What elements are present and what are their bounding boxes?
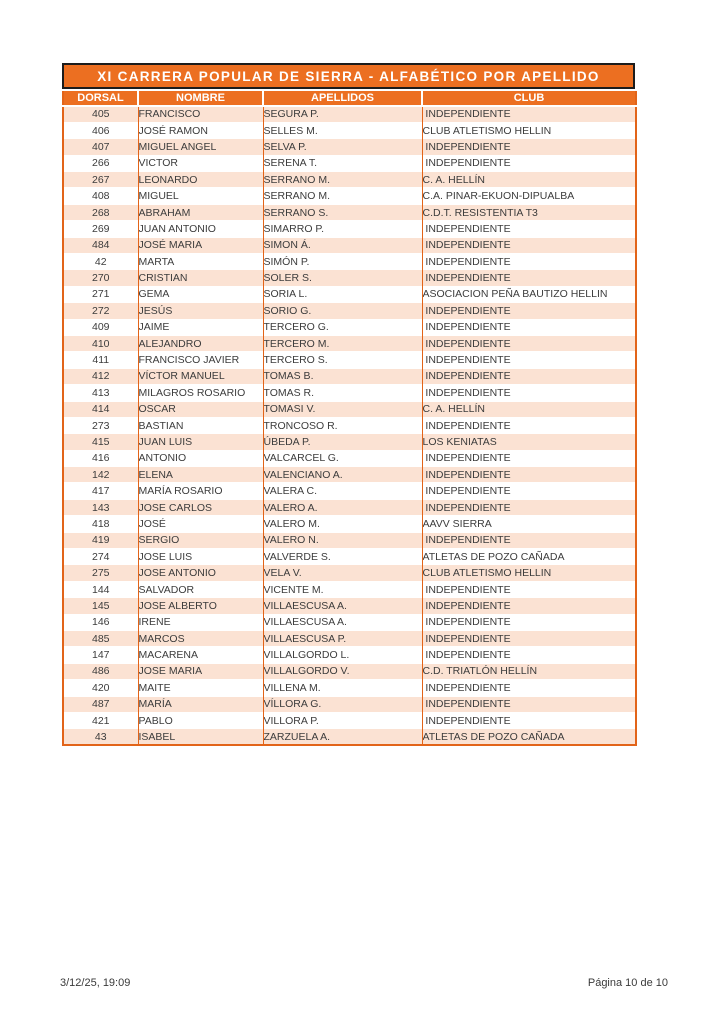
cell-nombre: VÍCTOR MANUEL bbox=[138, 368, 263, 384]
cell-club: INDEPENDIENTE bbox=[422, 614, 636, 630]
cell-club: INDEPENDIENTE bbox=[422, 696, 636, 712]
cell-dorsal: 274 bbox=[63, 549, 138, 565]
cell-dorsal: 42 bbox=[63, 254, 138, 270]
cell-club: INDEPENDIENTE bbox=[422, 270, 636, 286]
cell-club: INDEPENDIENTE bbox=[422, 319, 636, 335]
cell-nombre: JOSÉ bbox=[138, 516, 263, 532]
cell-apellidos: SERRANO M. bbox=[263, 172, 422, 188]
cell-club: INDEPENDIENTE bbox=[422, 221, 636, 237]
cell-dorsal: 419 bbox=[63, 532, 138, 548]
table-row bbox=[63, 139, 636, 155]
table-row bbox=[63, 532, 636, 548]
cell-apellidos: VALERO A. bbox=[263, 499, 422, 515]
cell-club: ASOCIACION PEÑA BAUTIZO HELLIN bbox=[422, 286, 636, 302]
cell-dorsal: 145 bbox=[63, 598, 138, 614]
cell-apellidos: ÚBEDA P. bbox=[263, 434, 422, 450]
table-title-bar bbox=[62, 63, 635, 89]
table-row bbox=[63, 319, 636, 335]
table-row bbox=[63, 499, 636, 515]
cell-dorsal: 408 bbox=[63, 188, 138, 204]
table-row bbox=[63, 581, 636, 597]
table-row bbox=[63, 122, 636, 138]
cell-dorsal: 421 bbox=[63, 712, 138, 728]
cell-club: INDEPENDIENTE bbox=[422, 368, 636, 384]
cell-club: INDEPENDIENTE bbox=[422, 647, 636, 663]
table-row bbox=[63, 368, 636, 384]
cell-nombre: MIGUEL bbox=[138, 188, 263, 204]
table-row bbox=[63, 712, 636, 728]
cell-nombre: MARÍA ROSARIO bbox=[138, 483, 263, 499]
cell-nombre: JOSÉ RAMON bbox=[138, 122, 263, 138]
cell-club: C.D. TRIATLÓN HELLÍN bbox=[422, 663, 636, 679]
cell-club: INDEPENDIENTE bbox=[422, 467, 636, 483]
cell-club: INDEPENDIENTE bbox=[422, 385, 636, 401]
table-row bbox=[63, 631, 636, 647]
column-header-dorsal: DORSAL bbox=[63, 91, 138, 106]
cell-apellidos: VALERO M. bbox=[263, 516, 422, 532]
cell-nombre: JAIME bbox=[138, 319, 263, 335]
cell-dorsal: 269 bbox=[63, 221, 138, 237]
table-row bbox=[63, 663, 636, 679]
cell-dorsal: 142 bbox=[63, 467, 138, 483]
column-header-club: CLUB bbox=[422, 91, 636, 106]
cell-nombre: LEONARDO bbox=[138, 172, 263, 188]
table-row bbox=[63, 254, 636, 270]
table-row bbox=[63, 696, 636, 712]
cell-nombre: JOSÉ MARIA bbox=[138, 237, 263, 253]
table-row bbox=[63, 434, 636, 450]
cell-dorsal: 418 bbox=[63, 516, 138, 532]
cell-dorsal: 409 bbox=[63, 319, 138, 335]
cell-dorsal: 147 bbox=[63, 647, 138, 663]
cell-dorsal: 144 bbox=[63, 581, 138, 597]
cell-apellidos: VILLAESCUSA P. bbox=[263, 631, 422, 647]
cell-dorsal: 271 bbox=[63, 286, 138, 302]
cell-nombre: SALVADOR bbox=[138, 581, 263, 597]
cell-club: C.A. PINAR-EKUON-DIPUALBA bbox=[422, 188, 636, 204]
cell-dorsal: 413 bbox=[63, 385, 138, 401]
cell-club: INDEPENDIENTE bbox=[422, 352, 636, 368]
cell-apellidos: SERENA T. bbox=[263, 155, 422, 171]
cell-club: INDEPENDIENTE bbox=[422, 712, 636, 728]
cell-apellidos: SIMARRO P. bbox=[263, 221, 422, 237]
table-row bbox=[63, 565, 636, 581]
cell-dorsal: 272 bbox=[63, 303, 138, 319]
cell-apellidos: TERCERO S. bbox=[263, 352, 422, 368]
cell-club: ATLETAS DE POZO CAÑADA bbox=[422, 729, 636, 745]
cell-nombre: ELENA bbox=[138, 467, 263, 483]
table-row bbox=[63, 221, 636, 237]
cell-club: INDEPENDIENTE bbox=[422, 631, 636, 647]
table-row bbox=[63, 172, 636, 188]
cell-apellidos: SELVA P. bbox=[263, 139, 422, 155]
cell-club: ATLETAS DE POZO CAÑADA bbox=[422, 549, 636, 565]
cell-club: C. A. HELLÍN bbox=[422, 401, 636, 417]
cell-nombre: MARTA bbox=[138, 254, 263, 270]
cell-dorsal: 143 bbox=[63, 499, 138, 515]
cell-nombre: ALEJANDRO bbox=[138, 335, 263, 351]
cell-apellidos: SIMÓN P. bbox=[263, 254, 422, 270]
participants-table bbox=[62, 91, 637, 746]
cell-apellidos: VILLALGORDO V. bbox=[263, 663, 422, 679]
table-row bbox=[63, 483, 636, 499]
cell-nombre: MAITE bbox=[138, 680, 263, 696]
cell-apellidos: VICENTE M. bbox=[263, 581, 422, 597]
cell-club: C. A. HELLÍN bbox=[422, 172, 636, 188]
table-row bbox=[63, 467, 636, 483]
cell-apellidos: TERCERO M. bbox=[263, 335, 422, 351]
cell-nombre: PABLO bbox=[138, 712, 263, 728]
cell-nombre: MIGUEL ANGEL bbox=[138, 139, 263, 155]
cell-apellidos: SELLES M. bbox=[263, 122, 422, 138]
cell-dorsal: 412 bbox=[63, 368, 138, 384]
cell-nombre: JUAN ANTONIO bbox=[138, 221, 263, 237]
cell-dorsal: 407 bbox=[63, 139, 138, 155]
table-row bbox=[63, 385, 636, 401]
table-header-row bbox=[63, 91, 636, 106]
cell-dorsal: 146 bbox=[63, 614, 138, 630]
cell-dorsal: 275 bbox=[63, 565, 138, 581]
table-row bbox=[63, 270, 636, 286]
cell-nombre: CRISTIAN bbox=[138, 270, 263, 286]
cell-nombre: JOSE ANTONIO bbox=[138, 565, 263, 581]
column-header-apellidos: APELLIDOS bbox=[263, 91, 422, 106]
cell-nombre: MILAGROS ROSARIO bbox=[138, 385, 263, 401]
cell-nombre: GEMA bbox=[138, 286, 263, 302]
table-row bbox=[63, 204, 636, 220]
cell-apellidos: VALENCIANO A. bbox=[263, 467, 422, 483]
cell-nombre: FRANCISCO bbox=[138, 106, 263, 122]
cell-club: INDEPENDIENTE bbox=[422, 598, 636, 614]
cell-club: CLUB ATLETISMO HELLIN bbox=[422, 565, 636, 581]
cell-apellidos: SERRANO S. bbox=[263, 204, 422, 220]
cell-nombre: JOSE MARIA bbox=[138, 663, 263, 679]
cell-nombre: JESÚS bbox=[138, 303, 263, 319]
cell-apellidos: VILLALGORDO L. bbox=[263, 647, 422, 663]
cell-dorsal: 484 bbox=[63, 237, 138, 253]
table-row bbox=[63, 352, 636, 368]
cell-apellidos: TRONCOSO R. bbox=[263, 417, 422, 433]
cell-dorsal: 486 bbox=[63, 663, 138, 679]
cell-dorsal: 485 bbox=[63, 631, 138, 647]
cell-apellidos: VELA V. bbox=[263, 565, 422, 581]
cell-apellidos: TOMAS B. bbox=[263, 368, 422, 384]
table-row bbox=[63, 417, 636, 433]
cell-nombre: MACARENA bbox=[138, 647, 263, 663]
cell-dorsal: 411 bbox=[63, 352, 138, 368]
cell-nombre: MARÍA bbox=[138, 696, 263, 712]
cell-dorsal: 273 bbox=[63, 417, 138, 433]
cell-club: INDEPENDIENTE bbox=[422, 303, 636, 319]
cell-apellidos: TERCERO G. bbox=[263, 319, 422, 335]
table-body bbox=[63, 106, 636, 745]
table-row bbox=[63, 155, 636, 171]
cell-club: AAVV SIERRA bbox=[422, 516, 636, 532]
cell-club: INDEPENDIENTE bbox=[422, 139, 636, 155]
cell-apellidos: VILLAESCUSA A. bbox=[263, 598, 422, 614]
cell-apellidos: SORIA L. bbox=[263, 286, 422, 302]
cell-dorsal: 270 bbox=[63, 270, 138, 286]
cell-club: CLUB ATLETISMO HELLIN bbox=[422, 122, 636, 138]
cell-nombre: OSCAR bbox=[138, 401, 263, 417]
cell-apellidos: TOMAS R. bbox=[263, 385, 422, 401]
table-row bbox=[63, 450, 636, 466]
cell-apellidos: VILLAESCUSA A. bbox=[263, 614, 422, 630]
footer-datetime: 3/12/25, 19:09 bbox=[60, 977, 131, 989]
cell-apellidos: VALERO N. bbox=[263, 532, 422, 548]
table-row bbox=[63, 401, 636, 417]
cell-club: INDEPENDIENTE bbox=[422, 680, 636, 696]
cell-dorsal: 266 bbox=[63, 155, 138, 171]
table-row bbox=[63, 286, 636, 302]
cell-club: INDEPENDIENTE bbox=[422, 532, 636, 548]
cell-club: INDEPENDIENTE bbox=[422, 237, 636, 253]
cell-apellidos: SEGURA P. bbox=[263, 106, 422, 122]
cell-nombre: JUAN LUIS bbox=[138, 434, 263, 450]
cell-dorsal: 268 bbox=[63, 204, 138, 220]
cell-nombre: JOSE LUIS bbox=[138, 549, 263, 565]
cell-dorsal: 267 bbox=[63, 172, 138, 188]
cell-dorsal: 410 bbox=[63, 335, 138, 351]
cell-apellidos: SOLER S. bbox=[263, 270, 422, 286]
cell-apellidos: SORIO G. bbox=[263, 303, 422, 319]
cell-nombre: FRANCISCO JAVIER bbox=[138, 352, 263, 368]
cell-nombre: JOSE ALBERTO bbox=[138, 598, 263, 614]
race-table bbox=[62, 63, 635, 746]
cell-apellidos: VALCARCEL G. bbox=[263, 450, 422, 466]
table-row bbox=[63, 647, 636, 663]
cell-nombre: ABRAHAM bbox=[138, 204, 263, 220]
table-row bbox=[63, 237, 636, 253]
table-row bbox=[63, 516, 636, 532]
table-title: XI CARRERA POPULAR DE SIERRA - ALFABÉTICO POR APELLIDO bbox=[97, 68, 600, 84]
cell-apellidos: VILLORA P. bbox=[263, 712, 422, 728]
cell-nombre: ANTONIO bbox=[138, 450, 263, 466]
cell-apellidos: SERRANO M. bbox=[263, 188, 422, 204]
cell-dorsal: 416 bbox=[63, 450, 138, 466]
table-row bbox=[63, 335, 636, 351]
cell-nombre: ISABEL bbox=[138, 729, 263, 745]
cell-club: LOS KENIATAS bbox=[422, 434, 636, 450]
cell-dorsal: 420 bbox=[63, 680, 138, 696]
cell-apellidos: TOMASI V. bbox=[263, 401, 422, 417]
cell-nombre: IRENE bbox=[138, 614, 263, 630]
cell-apellidos: VÍLLORA G. bbox=[263, 696, 422, 712]
cell-apellidos: VILLENA M. bbox=[263, 680, 422, 696]
cell-dorsal: 415 bbox=[63, 434, 138, 450]
cell-dorsal: 406 bbox=[63, 122, 138, 138]
table-row bbox=[63, 549, 636, 565]
footer-page-number: Página 10 de 10 bbox=[587, 977, 668, 989]
cell-dorsal: 417 bbox=[63, 483, 138, 499]
cell-club: INDEPENDIENTE bbox=[422, 254, 636, 270]
table-row bbox=[63, 303, 636, 319]
cell-club: INDEPENDIENTE bbox=[422, 499, 636, 515]
cell-dorsal: 487 bbox=[63, 696, 138, 712]
cell-nombre: JOSE CARLOS bbox=[138, 499, 263, 515]
cell-dorsal: 414 bbox=[63, 401, 138, 417]
table-row bbox=[63, 614, 636, 630]
cell-dorsal: 43 bbox=[63, 729, 138, 745]
cell-club: INDEPENDIENTE bbox=[422, 417, 636, 433]
table-row bbox=[63, 106, 636, 122]
cell-apellidos: SIMON Á. bbox=[263, 237, 422, 253]
cell-club: INDEPENDIENTE bbox=[422, 335, 636, 351]
table-row bbox=[63, 598, 636, 614]
table-row bbox=[63, 188, 636, 204]
cell-nombre: BASTIAN bbox=[138, 417, 263, 433]
cell-apellidos: ZARZUELA A. bbox=[263, 729, 422, 745]
table-row bbox=[63, 680, 636, 696]
cell-apellidos: VALVERDE S. bbox=[263, 549, 422, 565]
cell-club: INDEPENDIENTE bbox=[422, 155, 636, 171]
cell-dorsal: 405 bbox=[63, 106, 138, 122]
cell-club: INDEPENDIENTE bbox=[422, 483, 636, 499]
cell-nombre: VICTOR bbox=[138, 155, 263, 171]
cell-apellidos: VALERA C. bbox=[263, 483, 422, 499]
cell-club: INDEPENDIENTE bbox=[422, 581, 636, 597]
table-row bbox=[63, 729, 636, 745]
cell-club: INDEPENDIENTE bbox=[422, 450, 636, 466]
cell-club: INDEPENDIENTE bbox=[422, 106, 636, 122]
cell-club: C.D.T. RESISTENTIA T3 bbox=[422, 204, 636, 220]
cell-nombre: MARCOS bbox=[138, 631, 263, 647]
cell-nombre: SERGIO bbox=[138, 532, 263, 548]
column-header-nombre: NOMBRE bbox=[138, 91, 263, 106]
